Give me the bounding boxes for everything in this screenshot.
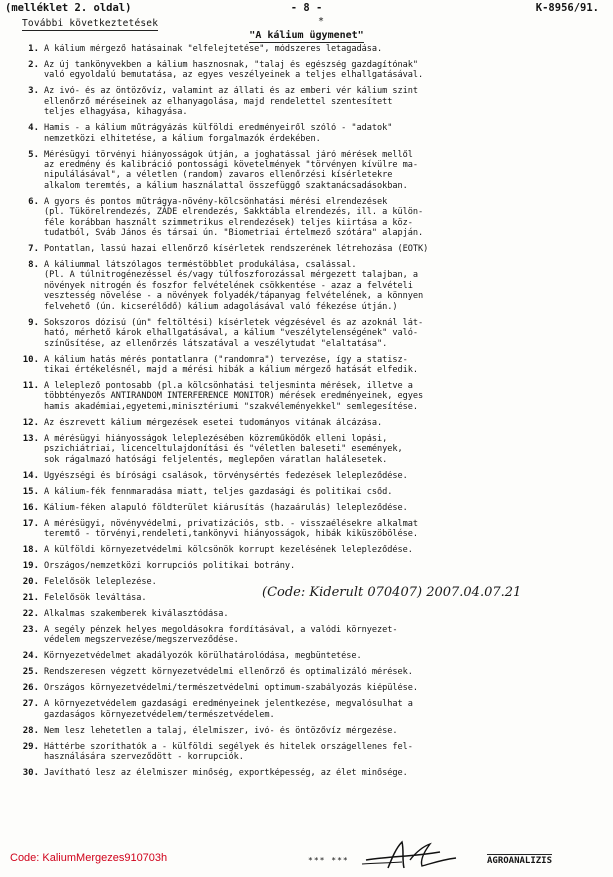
list-item <box>13 651 605 661</box>
item-text: A leleplező pontosabb (pl.a kölcsönhatási teljesminta mérések, illetve a többtényezős ANTIRANDOM INTERFERENCE MONITOR) mérések eredményeinek, egyes hamis akadémiai,egyetemi,minisztériumi "szakvéleményekkel" semlegesítése. <box>44 380 424 412</box>
item-number: 26. <box>22 683 39 694</box>
footer-stars: *** *** <box>308 856 349 865</box>
item-text: Rendszeresen végzett környezetvédelmi ellenőrző és optimalizáló mérések. <box>44 667 413 678</box>
list-item <box>13 625 605 646</box>
item-text: Felelősök leleplezése. <box>44 576 157 587</box>
list-item <box>13 667 605 677</box>
item-text: A környezetvédelem gazdasági eredményeinek jelentkezése, megvalósulhat a gazdaságos környezetvédelem/természetvédelem. <box>44 699 413 720</box>
list-item <box>13 418 605 428</box>
item-text: Sokszoros dózisú (ún" feltöltési) kísérletek végzésével és az azoknál lát- ható, mérhető károk elhallgatásával, a kálium "veszélytelenségének" való- színűsítése, az ellenőrzés látszatával a veszélytudat "elaltatása". <box>44 317 424 349</box>
list-item <box>13 503 605 513</box>
item-text: Felelősök leváltása. <box>44 592 147 603</box>
item-text: A külföldi környezetvédelmi kölcsönök korrupt kezelésének lelepleződése. <box>44 544 413 555</box>
item-text: A kálium-fék fennmaradása miatt, teljes gazdasági és politikai csőd. <box>44 486 393 497</box>
list-item <box>13 561 605 571</box>
item-number: 19. <box>22 560 39 571</box>
item-number: 18. <box>22 544 39 555</box>
item-number: 16. <box>22 502 39 513</box>
item-number: 22. <box>22 608 39 619</box>
item-number: 2. <box>28 60 39 70</box>
list-item <box>13 519 605 540</box>
item-text: A kálium mérgező hatásainak "elfelejtetése", módszeres letagadása. <box>44 44 383 54</box>
item-number: 9. <box>28 317 39 328</box>
organization-name: AGROANALIZIS <box>487 856 553 866</box>
list-item <box>13 381 605 412</box>
item-number: 25. <box>22 667 39 678</box>
list-item <box>13 609 605 619</box>
item-text: Ügyészségi és bírósági csalások, törvénysértés fedezések lelepleződése. <box>44 470 408 481</box>
page-number: - 8 - <box>290 2 323 14</box>
item-text: Az ivó- és az öntözővíz, valamint az állati és az emberi vér kálium szint ellenőrző méréseinek az elhanyagolása, majd rendelettel szentesített teljes elhagyása, kihagyása. <box>44 86 419 118</box>
list-item <box>13 355 605 376</box>
signature-icon <box>358 838 468 872</box>
item-number: 27. <box>22 699 39 710</box>
item-text: Nem lesz lehetetlen a talaj, élelmiszer, ivó- és öntözővíz mérgezése. <box>44 725 398 736</box>
list-item <box>13 60 605 81</box>
item-number: 3. <box>28 86 39 97</box>
list-item <box>13 318 605 349</box>
item-text: Háttérbe szoríthatók a - külföldi segélyek és hitelek országellenes fel- használására szerveződött - korrupciók. <box>44 741 413 763</box>
item-text: Az észrevett kálium mérgezések esetei tudományos vitának álcázása. <box>44 417 383 428</box>
list-item <box>13 742 605 763</box>
item-text: A káliummal látszólagos terméstöbblet produkálása, csalással. (Pl. A túlnitrogénezéssel és/vagy túlfoszforozással mérgezett talajban, a növények nitrogén és foszfor felvételének csökkentése - azaz a felvételi vesztesség növelése - a növények folyadék/tápanyag felvételének, a könnyen felvehető (ún. kicserélődő) kálium adagolásával való fékezése útján.) <box>44 260 424 312</box>
item-number: 8. <box>28 260 39 271</box>
item-number: 5. <box>28 149 39 160</box>
list-item <box>13 545 605 555</box>
item-text: Országos környezetvédelmi/természetvédelmi optimum-szabályozás kiépülése. <box>44 683 419 694</box>
document-reference: K-8956/91. <box>535 2 599 14</box>
item-number: 10. <box>22 354 39 365</box>
item-number: 20. <box>22 576 39 587</box>
item-text: Pontatlan, lassú hazai ellenőrző kísérletek rendszerének létrehozása (EOTK) <box>44 244 429 255</box>
item-text: A segély pénzek helyes megoldásokra fordításával, a valódi környezet- védelem megszervezése/megszerveződése. <box>44 624 398 646</box>
star-marker: * <box>318 16 325 27</box>
item-number: 23. <box>22 624 39 635</box>
list-item <box>13 260 605 312</box>
item-text: Mérésügyi törvényi hiányosságok útján, a joghatással járó mérések mellől az eredmény és kalibráció pontossági követelmények "törvényen kívülre ma- nipulálásával", a véletlen (random) zavaros ellenőrzési kísérletekre alkalom teremtés, a kálium használattal összefüggő szaktanácsadásokban. <box>44 149 419 191</box>
item-number: 7. <box>28 244 39 255</box>
list-item <box>13 683 605 693</box>
list-item <box>13 44 605 54</box>
item-text: A kálium hatás mérés pontatlanra ("randomra") tervezése, így a statisz- tikai értékelésnél, majd a mérési hibák a kálium mérgező hatását elfedik. <box>44 354 419 375</box>
item-text: A mérésügyi, növényvédelmi, privatizációs, stb. - visszaélésekre alkalmat teremtő - törvényi,rendeleti,tankönyvi hiányosságok, hibák kiküszöbölése. <box>44 518 419 539</box>
list-item <box>13 123 605 144</box>
list-item <box>13 699 605 720</box>
item-text: Javítható lesz az élelmiszer minőség, exportképesség, az élet minősége. <box>44 768 408 779</box>
item-text: A mérésügyi hiányosságok leleplezésében közreműködők elleni lopási, pszichiátriai, licenceltulajdonítási és "véletlen baleseti" események, sok rágalmazó hatósági feljelentés, meglepően váratlan halálesetek. <box>44 433 403 465</box>
list-item <box>13 471 605 481</box>
item-number: 14. <box>22 470 39 481</box>
item-text: Hamis - a kálium műtrágyázás külföldi eredményeiről szóló - "adatok" nemzetközi elhitetése, a kálium forgalmazók érdekében. <box>44 123 393 144</box>
list-item <box>13 197 605 239</box>
conclusions-list <box>13 44 605 784</box>
item-number: 21. <box>22 592 39 603</box>
handwritten-note: (Code: Kiderult 070407) 2007.04.07.21 <box>262 585 522 600</box>
item-number: 12. <box>22 417 39 428</box>
item-number: 4. <box>28 123 39 134</box>
list-item <box>13 487 605 497</box>
section-subtitle: További következtetések <box>22 18 159 29</box>
item-number: 6. <box>28 196 39 207</box>
list-item <box>13 244 605 254</box>
item-number: 15. <box>22 486 39 497</box>
item-text: Az új tankönyvekben a kálium hasznosnak, "talaj és egészség gazdagítónak" való egyoldalú bemutatása, az egyes veszélyeinek a teljes elhallgatásával. <box>44 60 424 81</box>
item-number: 1. <box>28 44 39 54</box>
item-number: 28. <box>22 725 39 736</box>
item-text: Kálium-féken alapuló földterület kiárusítás (hazaárulás) lelepleződése. <box>44 502 408 513</box>
item-text: A gyors és pontos műtrágya-növény-kölcsönhatási mérési elrendezések (pl. Tükörelrendezés, ZÁDE elrendezés, Sakktábla elrendezés, ill. a külön- féle korábban használt szimmetrikus elrendezések) teljes kiirtása a köz- tudatból, Sváb János és társai ún. "Biometriai értelmező szótára" alapján. <box>44 196 424 239</box>
page-title-text: "A kálium ügymenet" <box>249 30 364 41</box>
list-item <box>13 768 605 778</box>
attachment-page-label: (melléklet 2. oldal) <box>5 2 132 14</box>
page-title <box>0 30 613 41</box>
list-item <box>13 150 605 192</box>
list-item <box>13 434 605 465</box>
list-item <box>13 726 605 736</box>
item-text: Környezetvédelmet akadályozók körülhatárolódása, megbüntetése. <box>44 651 362 662</box>
item-number: 24. <box>22 651 39 662</box>
item-number: 17. <box>22 518 39 529</box>
list-item <box>13 86 605 117</box>
item-number: 11. <box>22 380 39 391</box>
item-text: Alkalmas szakemberek kiválasztódása. <box>44 608 229 619</box>
item-text: Országos/nemzetközi korrupciós politikai botrány. <box>44 560 296 571</box>
item-number: 30. <box>22 768 39 779</box>
item-number: 13. <box>22 433 39 444</box>
item-number: 29. <box>22 741 39 752</box>
code-label: Code: KaliumMergezes910703h <box>10 852 168 864</box>
